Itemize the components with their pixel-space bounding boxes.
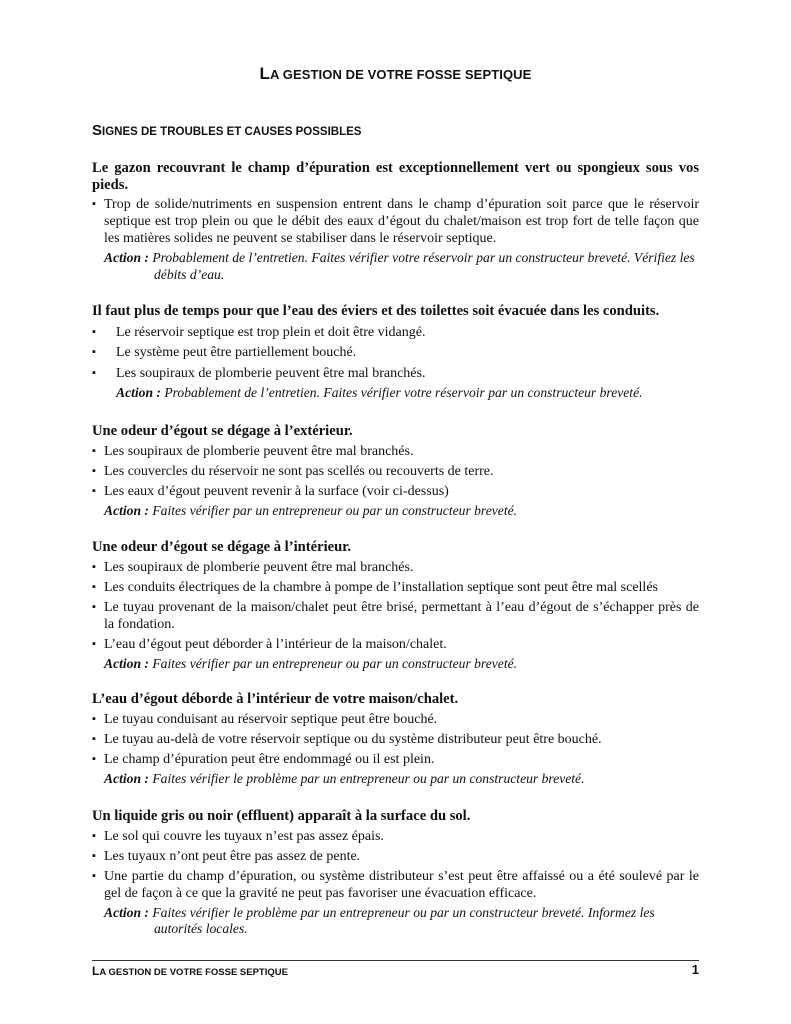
symptom-title: Le gazon recouvrant le champ d’épuration est exceptionnellement vert ou spongieux sous vos pieds.	[92, 160, 699, 193]
action-note	[92, 905, 699, 938]
section-heading-initial: S	[92, 122, 103, 139]
list-item: ▪ Les soupiraux de plomberie peuvent être mal branchés.	[92, 559, 699, 576]
action-note	[92, 503, 699, 520]
list-item: ▪ Le réservoir septique est trop plein et doit être vidangé.	[92, 324, 699, 341]
symptom-block-lawn	[92, 160, 699, 283]
section-heading	[92, 122, 361, 139]
cause-list	[92, 828, 699, 902]
list-item: ▪ Le tuyau provenant de la maison/chalet peut être brisé, permettant à l’eau d’égout de s’échapper près de la fondation.	[92, 599, 699, 633]
list-item: ▪ Le champ d’épuration peut être endommagé ou il est plein.	[92, 751, 699, 768]
list-item: ▪ Les tuyaux n’ont peut être pas assez de pente.	[92, 848, 699, 865]
action-text: Faites vérifier le problème par un entrepreneur ou par un constructeur breveté.	[152, 771, 585, 786]
footer-divider	[92, 960, 699, 961]
action-label: Action :	[104, 250, 149, 265]
page-title	[0, 64, 791, 84]
symptom-title: Une odeur d’égout se dégage à l’intérieur.	[92, 538, 352, 555]
symptom-title: L’eau d’égout déborde à l’intérieur de votre maison/chalet.	[92, 691, 459, 707]
symptom-block-overflow	[92, 691, 699, 788]
cause-list	[92, 711, 699, 768]
cause-list	[92, 196, 699, 247]
list-item: ▪ Les couvercles du réservoir ne sont pas scellés ou recouverts de terre.	[92, 463, 699, 480]
cause-list	[92, 559, 699, 653]
action-label: Action :	[116, 384, 161, 400]
list-item: ▪ Les soupiraux de plomberie peuvent être mal branchés.	[92, 365, 699, 382]
action-note	[92, 385, 699, 402]
action-label: Action :	[104, 771, 149, 786]
section-heading-rest: IGNES DE TROUBLES ET CAUSES POSSIBLES	[102, 126, 362, 138]
list-item: ▪ Les eaux d’égout peuvent revenir à la surface (voir ci-dessus)	[92, 483, 699, 500]
symptom-block-slow-drain	[92, 303, 699, 401]
cause-list	[92, 324, 699, 382]
action-text: Probablement de l’entretien. Faites vérifier votre réservoir par un constructeur breveté.	[164, 384, 643, 400]
list-item: ▪ Le tuyau au-delà de votre réservoir septique ou du système distributeur peut être bouché.	[92, 731, 699, 748]
action-text: Probablement de l’entretien. Faites vérifier votre réservoir par un constructeur breveté. Vérifiez les débits d’eau.	[152, 250, 695, 282]
page-number: 1	[691, 962, 699, 977]
symptom-block-effluent	[92, 808, 699, 938]
footer-title	[92, 964, 288, 978]
action-note	[92, 250, 699, 283]
footer-title-rest: A GESTION DE VOTRE FOSSE SEPTIQUE	[99, 967, 288, 978]
action-label: Action :	[104, 655, 149, 671]
footer-title-initial: L	[92, 964, 100, 978]
action-note	[92, 656, 699, 673]
action-text: Faites vérifier par un entrepreneur ou par un constructeur breveté.	[152, 503, 518, 518]
symptom-title: Une odeur d’égout se dégage à l’extérieur.	[92, 423, 353, 439]
symptom-block-indoor-odor	[92, 539, 699, 673]
list-item: ▪ Trop de solide/nutriments en suspension entrent dans le champ d’épuration soit parce que le réservoir septique est trop plein ou que le débit des eaux d’égout du chalet/maison est trop fort de telle façon que les matières solides ne peuvent se stabiliser dans le réservoir septique.	[92, 196, 699, 247]
document-body	[92, 160, 699, 938]
action-label: Action :	[104, 503, 149, 518]
list-item: ▪ Les soupiraux de plomberie peuvent être mal branchés.	[92, 443, 699, 460]
list-item: ▪ Le tuyau conduisant au réservoir septique peut être bouché.	[92, 711, 699, 728]
symptom-title: Un liquide gris ou noir (effluent) apparaît à la surface du sol.	[92, 807, 471, 824]
action-label: Action :	[104, 904, 149, 920]
page-title-initial: L	[259, 64, 271, 83]
symptom-block-outdoor-odor	[92, 423, 699, 520]
list-item: ▪ Une partie du champ d’épuration, ou système distributeur s’est peut être affaissé ou a été soulevé par le gel de façon à ce que la gravité ne peut pas favoriser une évacuation efficace.	[92, 868, 699, 902]
action-text: Faites vérifier par un entrepreneur ou par un constructeur breveté.	[152, 655, 518, 671]
list-item: ▪ Le système peut être partiellement bouché.	[92, 344, 699, 361]
list-item: ▪ Le sol qui couvre les tuyaux n’est pas assez épais.	[92, 828, 699, 845]
list-item: ▪ L’eau d’égout peut déborder à l’intérieur de la maison/chalet.	[92, 636, 699, 653]
symptom-title: Il faut plus de temps pour que l’eau des éviers et des toilettes soit évacuée dans les conduits.	[92, 303, 660, 319]
list-item: ▪ Les conduits électriques de la chambre à pompe de l’installation septique sont peut être mal scellés	[92, 579, 699, 596]
cause-list	[92, 443, 699, 500]
action-note	[92, 771, 699, 788]
page-title-rest: A GESTION DE VOTRE FOSSE SEPTIQUE	[270, 67, 532, 82]
action-text: Faites vérifier le problème par un entrepreneur ou par un constructeur breveté. Informez les autorités locales.	[152, 904, 655, 936]
